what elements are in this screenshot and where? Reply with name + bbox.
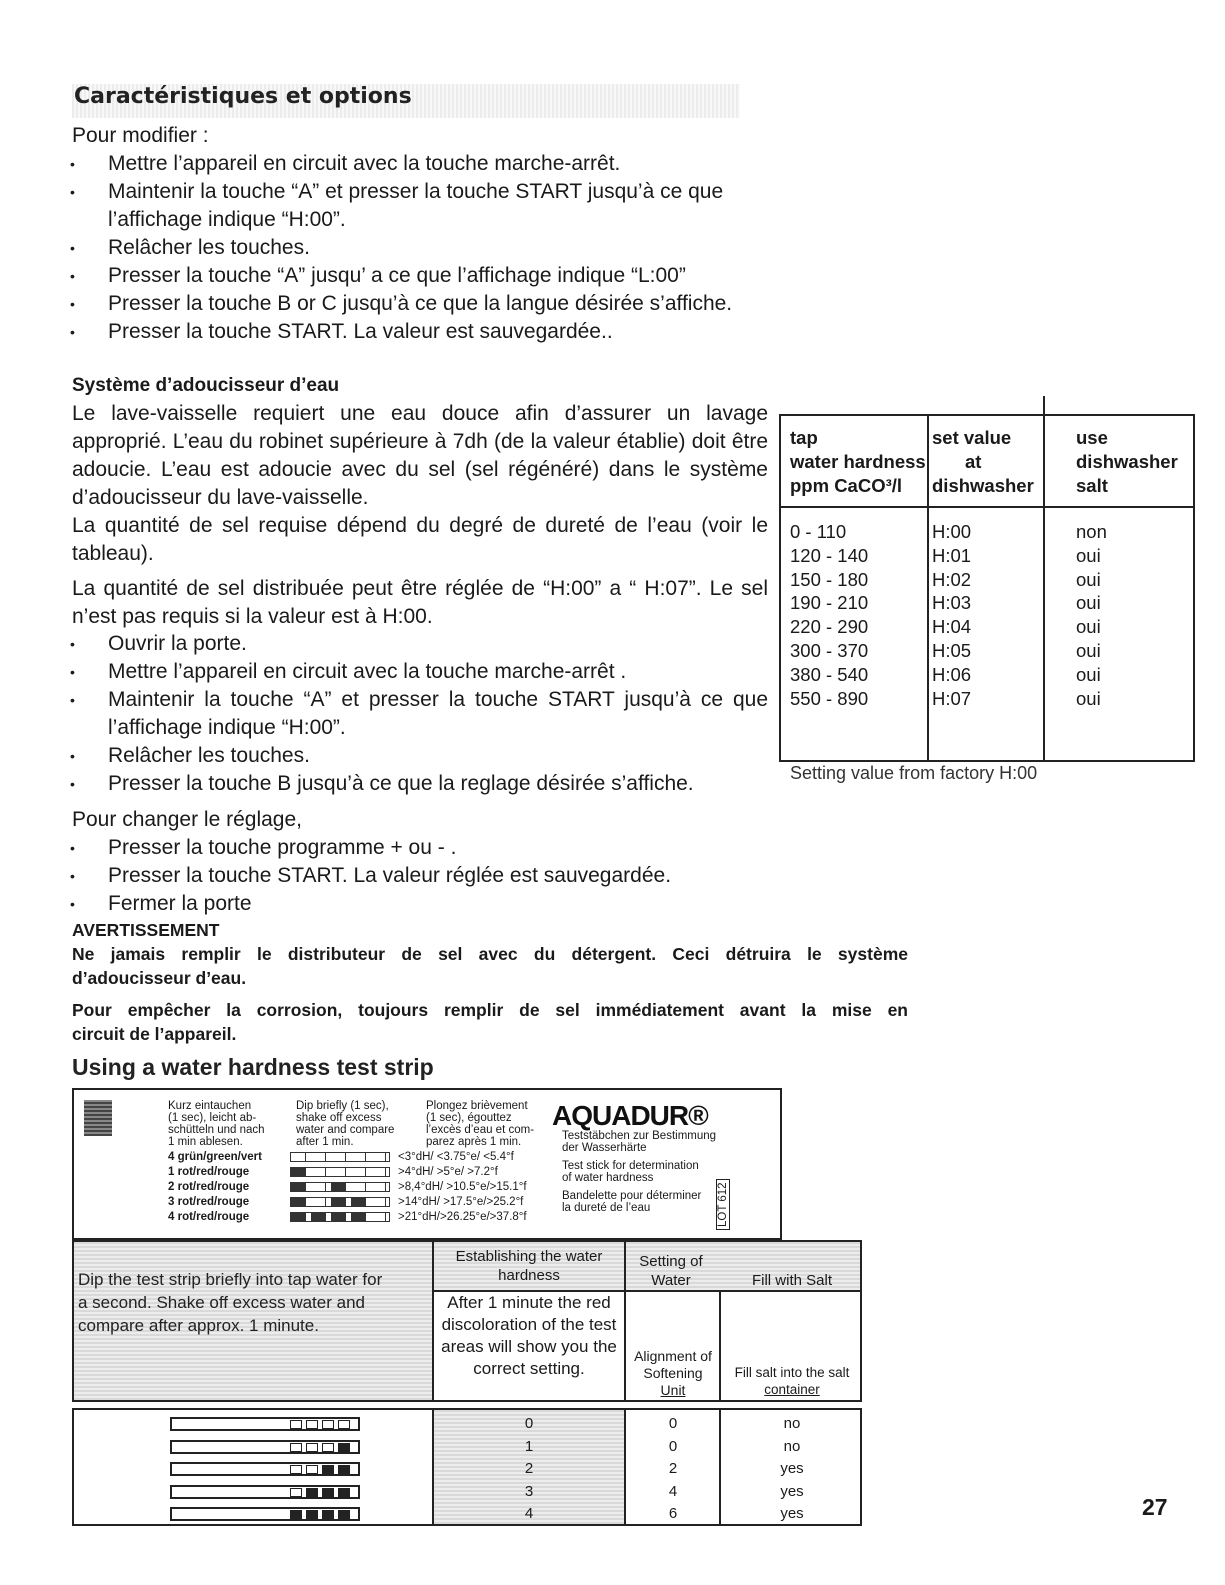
salt-value: no	[783, 1437, 801, 1455]
mini-strip-cell	[331, 1168, 346, 1176]
salt-value: yes	[780, 1460, 804, 1478]
mini-strip-cell	[351, 1183, 366, 1191]
factory-note: Setting value from factory H:00	[790, 763, 1038, 783]
test-strip-bar	[170, 1507, 360, 1521]
aquadur-french: Plongez brièvement (1 sec), égouttez l’excès d’eau et com- parez après 1 min.	[426, 1100, 535, 1148]
test-strip-heading: Using a water hardness test strip	[72, 1054, 434, 1080]
mini-strip-cell	[371, 1213, 386, 1221]
mini-strip-cell	[311, 1198, 326, 1206]
setting-value: 2	[668, 1460, 678, 1478]
mini-strip	[290, 1197, 390, 1207]
mini-strip	[290, 1212, 390, 1222]
mini-strip-cell	[291, 1168, 306, 1176]
mini-strip-cell	[351, 1213, 366, 1221]
mini-strip-cell	[331, 1183, 346, 1191]
test-strip-bar	[170, 1485, 360, 1499]
level-value: 2	[524, 1460, 534, 1478]
test-strip-bar	[170, 1462, 360, 1476]
softener-heading: Système d’adoucisseur d’eau	[72, 375, 340, 396]
softener-para3: La quantité de sel distribuée peut être réglée de “H:00” a “ H:07”. Le sel n’est pas requis si la valeur est à H:00.	[72, 577, 768, 628]
strip-square	[322, 1443, 334, 1452]
mini-strip-cell	[351, 1198, 366, 1206]
fill-text: Fill salt into the salt container	[734, 1365, 850, 1397]
page-number: 27	[1142, 1494, 1168, 1520]
set-value-column: H:00 H:01 H:02 H:03 H:04 H:05 H:06 H:07	[932, 521, 972, 709]
softener-step: • Mettre l’appareil en circuit avec la touche marche-arrêt .	[70, 660, 627, 683]
level-value: 4	[524, 1505, 534, 1523]
mini-strip-cell	[291, 1213, 306, 1221]
modify-item: • Presser la touche B or C jusqu’à ce que la langue désirée s’affiche.	[70, 292, 733, 315]
mini-strip	[290, 1152, 390, 1162]
hardness-table	[779, 414, 1195, 762]
strip-square	[290, 1420, 302, 1429]
strip-square	[306, 1420, 318, 1429]
aquadur-brand-lines: Teststäbchen zur Bestimmung der Wasserhärte Test stick for determination of water hardness Bandelette pour déterminer la dureté de l’eau	[562, 1130, 717, 1214]
aquadur-brand: AQUADUR®	[552, 1100, 708, 1131]
aquadur-german: Kurz eintauchen (1 sec), leicht ab- schütteln und nach 1 min ablesen.	[168, 1100, 265, 1148]
setting-value: 4	[668, 1482, 678, 1500]
mini-strip-cell	[371, 1198, 386, 1206]
ppm-column: 0 - 110 120 - 140 150 - 180 190 - 210 220 - 290 300 - 370 380 - 540 550 - 890	[790, 521, 869, 709]
mini-strip-cell	[311, 1213, 326, 1221]
strip-square	[338, 1488, 350, 1497]
softener-step-cont: l’affichage indique “H:00”.	[108, 716, 346, 739]
strip-square	[338, 1420, 350, 1429]
softener-step: • Maintenir la touche “A” et presser la touche START jusqu’à ce que	[70, 688, 768, 711]
change-step: • Presser la touche programme + ou - .	[70, 836, 457, 859]
softener-para1: Le lave-vaisselle requiert une eau douce afin d’assurer un lavage approprié. L’eau du robinet supérieure à 7dh (de la valeur établie) doit être adoucie. L’eau est adoucie avec du sel (sel régénéré) dans le système d’adoucisseur du lave-vaisselle.	[72, 402, 768, 509]
strip-square	[290, 1510, 302, 1519]
setting-header: Setting of Water	[639, 1253, 703, 1289]
setting-value: 0	[668, 1415, 678, 1432]
mini-strip-cell	[311, 1153, 326, 1161]
modify-item: • Presser la touche “A” jusqu’ a ce que l’affichage indique “L:00”	[70, 264, 686, 287]
change-step: • Presser la touche START. La valeur réglée est sauvegardée.	[70, 864, 672, 887]
salt-value: yes	[780, 1505, 804, 1523]
mini-strip-cell	[291, 1198, 306, 1206]
alignment-text: Alignment of Softening Unit	[634, 1348, 712, 1398]
strip-square	[322, 1420, 334, 1429]
after-text: After 1 minute the red discoloration of the test areas will show you the correct setting.	[441, 1293, 617, 1378]
warning-title: AVERTISSEMENT	[72, 920, 220, 940]
level-value: 3	[524, 1482, 534, 1500]
warning-2: Pour empêcher la corrosion, toujours remplir de sel immédiatement avant la mise en circuit de l’appareil.	[72, 1000, 908, 1044]
header-set-value: set value at dishwasher	[932, 427, 1034, 496]
lot-number: LOT 612	[716, 1179, 730, 1230]
color-values: <3°dH/ <3.75°e/ <5.4°f >4°dH/ >5°e/ >7.2°f >8,4°dH/ >10.5°e/>15.1°f >14°dH/ >17.5°e/>25.2°f >21°dH/>26.25°e/>37.8°f	[398, 1151, 527, 1223]
setting-value: 6	[668, 1505, 678, 1523]
mini-strips	[290, 1152, 390, 1228]
strip-instructions: Dip the test strip briefly into tap water for a second. Shake off excess water and compare after approx. 1 minute.	[78, 1270, 383, 1335]
warning-1: Ne jamais remplir le distributeur de sel avec du détergent. Ceci détruira le système d’adoucisseur d’eau.	[72, 944, 908, 988]
mini-strip-cell	[291, 1153, 306, 1161]
strip-square	[290, 1443, 302, 1452]
strip-square	[322, 1465, 334, 1474]
modify-item: • Presser la touche START. La valeur est sauvegardée..	[70, 320, 613, 343]
mini-strip-cell	[371, 1168, 386, 1176]
strip-square	[306, 1465, 318, 1474]
strip-square	[322, 1510, 334, 1519]
softener-step: • Relâcher les touches.	[70, 744, 310, 767]
modify-item: • Mettre l’appareil en circuit avec la touche marche-arrêt.	[70, 152, 621, 175]
strip-image	[84, 1100, 112, 1136]
strip-instruction-table	[72, 1240, 862, 1402]
strip-square	[338, 1443, 350, 1452]
mini-strip-cell	[351, 1168, 366, 1176]
level-value: 0	[524, 1415, 534, 1432]
strip-square	[322, 1488, 334, 1497]
mini-strip	[290, 1167, 390, 1177]
mini-strip-cell	[331, 1198, 346, 1206]
fill-header: Fill with Salt	[751, 1272, 833, 1289]
strip-square	[306, 1510, 318, 1519]
modify-item-cont: l’affichage indique “H:00”.	[108, 208, 346, 231]
mini-strip-cell	[331, 1213, 346, 1221]
setting-value: 0	[668, 1437, 678, 1455]
color-labels: 4 grün/green/vert 1 rot/red/rouge 2 rot/red/rouge 3 rot/red/rouge 4 rot/red/rouge	[168, 1151, 262, 1223]
level-value: 1	[524, 1437, 534, 1455]
header-tap: tap water hardness ppm CaCO³/l	[790, 427, 926, 496]
modify-item: • Maintenir la touche “A” et presser la touche START jusqu’à ce que	[70, 180, 724, 203]
change-step: • Fermer la porte	[70, 892, 252, 915]
strip-square	[338, 1510, 350, 1519]
softener-para2: La quantité de sel requise dépend du degré de dureté de l’eau (voir le tableau).	[72, 514, 768, 565]
salt-value: yes	[780, 1482, 804, 1500]
strip-square	[306, 1443, 318, 1452]
section-title: Caractéristiques et options	[74, 84, 412, 109]
change-intro: Pour changer le réglage,	[72, 808, 302, 831]
softener-step: • Presser la touche B jusqu’à ce que la reglage désirée s’affiche.	[70, 772, 694, 795]
header-use-salt: use dishwasher salt	[1076, 427, 1178, 496]
strip-square	[290, 1465, 302, 1474]
strip-square	[306, 1488, 318, 1497]
strip-square	[338, 1465, 350, 1474]
mini-strip-cell	[311, 1183, 326, 1191]
strip-square	[290, 1488, 302, 1497]
mini-strip-cell	[311, 1168, 326, 1176]
mini-strip-cell	[291, 1183, 306, 1191]
salt-value: no	[783, 1415, 801, 1432]
mini-strip-cell	[371, 1183, 386, 1191]
use-salt-column: non oui oui oui oui oui oui oui	[1076, 521, 1107, 709]
mini-strip-cell	[351, 1153, 366, 1161]
modify-intro: Pour modifier :	[72, 124, 209, 147]
test-strip-bar	[170, 1440, 360, 1454]
establishing-header: Establishing the water hardness	[455, 1248, 603, 1284]
modify-item: • Relâcher les touches.	[70, 236, 310, 259]
aquadur-english: Dip briefly (1 sec), shake off excess water and compare after 1 min.	[296, 1100, 395, 1148]
aquadur-box	[72, 1088, 782, 1240]
mini-strip-cell	[371, 1153, 386, 1161]
mini-strip-cell	[331, 1153, 346, 1161]
strip-result-table	[72, 1408, 862, 1526]
softener-step: • Ouvrir la porte.	[70, 632, 247, 655]
mini-strip	[290, 1182, 390, 1192]
test-strip-bar	[170, 1417, 360, 1431]
